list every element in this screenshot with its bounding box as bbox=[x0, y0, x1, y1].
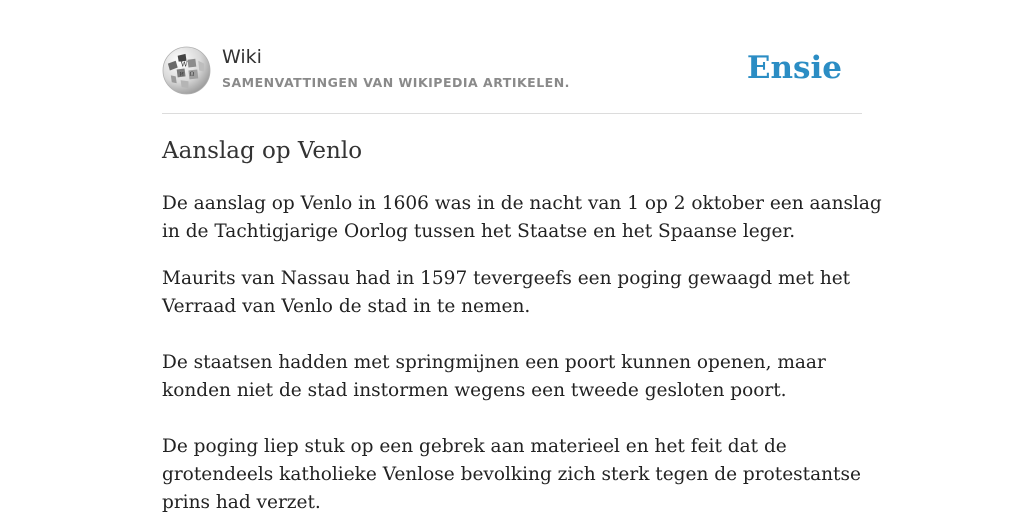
article-body bbox=[162, 190, 882, 517]
site-header bbox=[162, 0, 862, 114]
article-paragraph: Maurits van Nassau had in 1597 tevergeefs een poging gewaagd met het Verraad van Venlo de stad in te nemen. bbox=[162, 268, 851, 317]
brand-logo[interactable]: Ensie bbox=[746, 50, 842, 86]
svg-text:W: W bbox=[180, 60, 188, 69]
site-name[interactable]: Wiki bbox=[222, 46, 262, 68]
article-title: Aanslag op Venlo bbox=[162, 138, 363, 164]
article-paragraph: De staatsen hadden met springmijnen een poort kunnen openen, maar konden niet de stad instormen wegens een tweede gesloten poort. bbox=[162, 352, 826, 401]
svg-text:И: И bbox=[179, 71, 184, 78]
article-paragraph: De poging liep stuk op een gebrek aan materieel en het feit dat de grotendeels katholieke Venlose bevolking zich sterk tegen de protestantse prins had verzet. bbox=[162, 436, 861, 513]
site-tagline: SAMENVATTINGEN VAN WIKIPEDIA ARTIKELEN. bbox=[222, 75, 570, 90]
wikipedia-globe-icon[interactable] bbox=[162, 46, 211, 95]
svg-text:Ω: Ω bbox=[189, 71, 195, 78]
page-container bbox=[162, 0, 882, 513]
article-paragraph: De aanslag op Venlo in 1606 was in de nacht van 1 op 2 oktober een aanslag in de Tachtigjarige Oorlog tussen het Staatse en het Spaanse leger. bbox=[162, 193, 882, 242]
